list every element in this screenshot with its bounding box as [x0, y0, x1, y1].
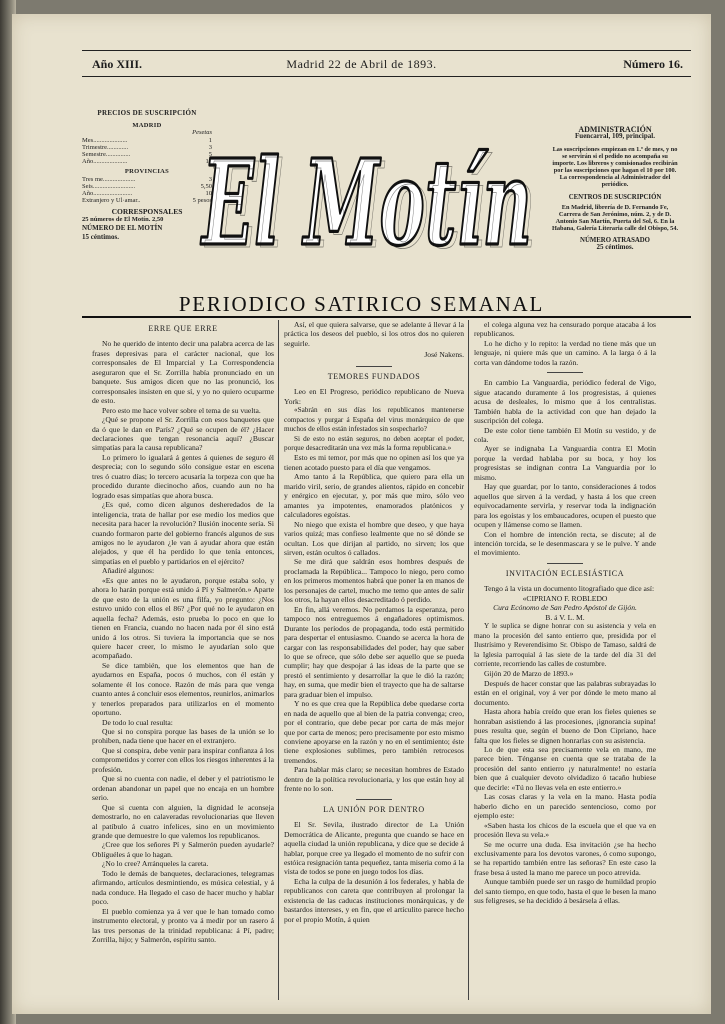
- top-rule: [82, 50, 691, 51]
- paragraph: Hay que guardar, por lo tanto, consideraciones á todos aquellos que sirven á la verdad, y hasta á los que creen equivocadamente servirla, y reservar toda la indignación para los egoístas y los embaucadores, ocupen el puesto que ocupen y llámense como se llamen.: [474, 482, 656, 530]
- paragraph: el colega alguna vez ha censurado porque atacaba á los republicanos.: [474, 320, 656, 339]
- paragraph: Lo de que esta sea precisamente vela en mano, me parece bien. Ténganse en cuenta que se trataba de la procesión del santo entierro ¡y naturalmente! no estaría bien que á cualquier devoto olvidadizo ó tacaño hubiese que decirle: «Tú no llevas vela en este entierro.»: [474, 745, 656, 792]
- masthead-rule: [82, 316, 691, 318]
- price-value: 1: [208, 136, 212, 144]
- single-number-label: NÚMERO DE EL MOTÍN: [82, 223, 163, 232]
- admin-address: Fuencarral, 109, principal.: [575, 132, 655, 140]
- paragraph: Para hablar más claro; se necesitan hombres de Estado dentro de la política revolucionaria, y los que están hoy al frente no lo son.: [284, 765, 464, 794]
- paragraph: Que si no cuenta con nadie, el deber y el patriotismo le ordenan abandonar un papel que no encaja en un hombre serio.: [92, 774, 274, 803]
- price-label: Año.....................: [82, 158, 128, 166]
- price-value: 10: [205, 190, 212, 198]
- paragraph: Echa la culpa de la desunión á los federales, y habla de republicanos con careta que contribuyen al prolongar la existencia de las caducas instituciones monárquicas, y de bastardos intereses, y en fin, que el artículito parece hecho por el propio Motín, á quien: [284, 876, 464, 924]
- subscription-heading: PRECIOS DE SUSCRIPCIÓN: [97, 109, 197, 117]
- price-row: [82, 151, 212, 158]
- paragraph: Amo tanto á la República, que quiero para ella un marido viril, serio, de grandes alientos, rápido en concebir y enérgico en ejecutar, y, por más que miro, sólo veo amantes ya impotentes, enamorados platónicos y calculadores egoístas.: [284, 472, 464, 520]
- subscription-prices: [82, 110, 212, 241]
- paragraph: No he querido de intento decir una palabra acerca de las frases depresivas para el carácter nacional, que los corresponsales de El Imparcial y La Correspondencia aseguraron que el Sr. Zorrilla había pronunciado en un banquete. Sus amigos dicen que no las pronunció, los corresponsales insisten en que sí, y yo no quiero ocuparme de esto.: [92, 339, 274, 406]
- column-2: [284, 320, 464, 924]
- back-issue-label: NÚMERO ATRASADO: [580, 237, 650, 244]
- provincias-price-list: [82, 176, 212, 205]
- paragraph: El pueblo comienza ya á ver que le han tomado como instrumento electoral, y pronto va á medir por un rasero á las tres personas de la trinidad republicana: á Pí, padre; Zorrilla, hijo; y Salmerón, espíritu santo.: [92, 906, 274, 944]
- paragraph: Y no es que crea que la República debe quedarse corta en nada de aquello que al bien de la patria convenga; creo, por el contrario, que debe pecar por carta de más mejor que por carta de menos; pero precisamente por esto mismo conviene apoyarse en la razón y no en el sentimiento; éste tiene explosiones sublimes, pero también retrocesos tremendos.: [284, 699, 464, 765]
- issue-number: Número 16.: [623, 57, 683, 71]
- paragraph: No niego que exista el hombre que deseo, y que haya varios quizá; mas confieso lealmente que no sé dónde se ocultan. Los que dirijan al partido, no sirven; los que sirven, están ocultos ó callados.: [284, 519, 464, 557]
- document-name: «CIPRIANO F. ROBLEDO: [522, 593, 608, 603]
- paragraph: El Sr. Sevila, ilustrado director de La Unión Democrática de Alicante, pregunta que cuando se hace en aquella ciudad la unión republicana, y dice que se decide á hablar, porque cree ya llegado el momento de no sufrir con estóica resignación tanta pequeñez, tanta miseria como á la vista de todos se pone en juego todos los días.: [284, 820, 464, 877]
- single-number-price: 15 céntimos.: [82, 233, 119, 242]
- price-label: Extranjero y Ul·amar..: [82, 197, 141, 205]
- price-value: 3: [208, 175, 212, 183]
- paragraph: Ayer se indignaba La Vanguardia contra El Motín porque la verdad hablaba por su boca, y hoy los progresistas se indignan contra La Vanguardia por lo mismo.: [474, 444, 656, 482]
- column-divider: [468, 320, 469, 1000]
- article-title: INVITACIÓN ECLESIÁSTICA: [505, 568, 625, 578]
- paragraph: ¿Es qué, como dicen algunos desheredados de la inteligencia, trata de hallar por ese medio los medios que necesita para hacer la revolución? Ilusión inocente sería. Si cuando formaron parte del gobierno francés algunos de sus amigos no le ayudaron ¿le van á ayudar ahora que están alejados, y que él ha perdido lo que tenía entonces, simpatías en el pueblo y partidarios en el ejército?: [92, 500, 274, 566]
- paragraph: Leo en El Progreso, periódico republicano de Nueva York:: [284, 387, 464, 406]
- price-row: [82, 158, 212, 165]
- paragraph: Después de hacer constar que las palabras subrayadas lo están en el original, voy á ver por dónde le meto mano al documento.: [474, 678, 656, 707]
- admin-heading: ADMINISTRACIÓN: [578, 125, 652, 134]
- quote-paragraph: Y le suplica se digne honrar con su asistencia y vela en mano la procesión del santo entierro que, presidida por el Ilustrísimo y Reverendísimo Sr. Obispo de Tamaso, saldrá de la Iglesia parroquial á las siete de la tarde del día 31 del corriente, recorriendo las calles de costumbre.: [474, 622, 656, 668]
- paragraph: Se me ocurre una duda. Esa invitación ¿se ha hecho exclusivamente para los devotos varones, ó como supongo, se ha repartido también entre las señoras? En este caso la frase besa á usted la mano me parece un poco atrevida.: [474, 839, 656, 877]
- masthead-title: El Motín: [200, 133, 532, 272]
- paragraph: Aunque también puede ser un rasgo de humildad propio del santo tiempo, en que todo, hasta el que le besen la mano sus feligreses, se ha decidido á besársela á ellas.: [474, 877, 656, 906]
- separator: [356, 366, 392, 367]
- back-issue-price: 25 céntimos.: [596, 243, 634, 251]
- paragraph: En cambio La Vanguardia, periódico federal de Vigo, sigue atacando duramente á los progresistas, á quienes acusa de desleales, lo mismo que á los centralistas. También habla de la actividad con que han dejado la suscripción del colega.: [474, 378, 656, 426]
- price-label: Trimestre.............: [82, 143, 129, 151]
- price-row: [82, 190, 212, 197]
- paragraph: Esto es mi temor, por más que no opinen así los que ya tienen acotado puesto para el día que vengamos.: [284, 453, 464, 472]
- price-label: Semestre...............: [82, 151, 131, 159]
- paragraph: Se me dirá que saldrán esos hombres después de proclamada la República... Tampoco lo niego, pero como en los primeros momentos habrá que poner la en manos de los personajes de cartel, mucho me temo que antes de salir los otros, la hayan ellos desacreditado ó perdido.: [284, 557, 464, 605]
- correspondents-line: 25 números de El Motín. 2,50: [82, 215, 164, 223]
- paragraph: En fin, allá veremos. No perdamos la esperanza, pero tampoco nos entreguemos á engañadores optimismos. Durante los períodos de propaganda, todo está permitido para despertar el entusiasmo. Cuando se acerca la hora de cargar con las responsabilidades del poder, hay que saber lo que se ofrece, que sólo debe ser aquello que se pueda cumplir; hay que despojar á las ideas de la parte que se prestó el sentimiento y desarrollar la que le dió la razón; hay, en suma, que medir bien el trayecto que ha de saltarse para graduar bien el impulso.: [284, 604, 464, 699]
- header-rule: [82, 76, 691, 77]
- price-label: Año........................: [82, 190, 133, 198]
- pesetas-label: Pesetas: [192, 129, 212, 137]
- paragraph: Con el hombre de intención recta, se discute; al de intención torcida, se le desenmascara y se le pulve. Y ande el movimiento.: [474, 529, 656, 558]
- paragraph: ¿Cree que los señores Pí y Salmerón pueden ayudarle? Oblíguéles á que lo hagan.: [92, 840, 274, 859]
- price-label: Mes.....................: [82, 136, 128, 144]
- masthead-logo: [197, 106, 537, 284]
- provincias-label: PROVINCIAS: [124, 168, 170, 176]
- paragraph: ¿Qué se propone el Sr. Zorrilla con esos banquetes que da ó que le dan en París? ¿Qué se ocupen de él? ¿Hacer declaraciones que tengan resonancia aquí? ¿Buscar simpatías para la causa republicana?: [92, 415, 274, 453]
- price-row: [82, 183, 212, 190]
- quote-paragraph: «Sabrán en sus días los republicanos mantenerse compactos y purgar á España del virus monárquico de que muchos de ellos están infestados sin sospecharlo?: [284, 406, 464, 434]
- issue-year: Año XIII.: [92, 57, 143, 71]
- paragraph: Se dice también, que los elementos que han de ayudarnos en España, pocos ó muchos, con él están y solamente él los conoce. Razón de más para que venga cuanto antes á concluir esos elementos, reunirlos, animarlos y tenerlos preparados para utilizarlos en el momento oportuno.: [92, 660, 274, 718]
- paragraph: Todo le demás de banquetes, declaraciones, telegramas afirmando, artículos desmintiendo, es música celestial, y á nada conduce. Ha llegado el caso de hacer mucho y hablar poco.: [92, 868, 274, 907]
- madrid-label: MADRID: [132, 122, 162, 130]
- price-row: [82, 144, 212, 151]
- paragraph: Así, el que quiera salvarse, que se adelante á llevar á la práctica los deseos del pueblo, si los otros dos no quieren seguirle.: [284, 320, 464, 348]
- price-label: Seis..........................: [82, 182, 136, 190]
- price-label: Tres me....................: [82, 175, 136, 183]
- paragraph: Las cosas claras y la vela en la mano. Hasta podía haberlo dicho en un parecido sentencioso, como por ejemplo este:: [474, 792, 656, 821]
- price-value: 5: [208, 151, 212, 159]
- article-title: ERRE QUE ERRE: [148, 324, 218, 333]
- paragraph: Que si cuenta con alguien, la dignidad le aconseja demostrarlo, no en calaveradas revolucionarias que lleven al patíbulo á cuatro infelices, sino en un movimiento grande que demuestre lo que valemos los republicanos.: [92, 802, 274, 841]
- paragraph: Pero esto me hace volver sobre el tema de su vuelta.: [102, 405, 261, 415]
- paragraph: De todo lo cual resulta:: [102, 717, 173, 727]
- column-1: [92, 320, 274, 944]
- admin-notes: Las suscripciones empiezan en 1.º de mes, y no se servirán si el pedido no acompaña su importe. Los libreros y comisionados recibirán por las suscripciones que hagan el 10 por 100. La correspondencia al Administrador del periódico.: [552, 146, 678, 188]
- price-value: 10: [205, 158, 212, 166]
- price-row: [82, 176, 212, 183]
- paragraph: Lo he dicho y lo repito: la verdad no tiene más que un lenguaje, ni quiere más que un camino. A la larga ó á la corta van dándome todos la razón.: [474, 338, 656, 367]
- paragraph: Lo primero lo igualará á gentes á quienes de seguro él desprecia; con lo segundo sólo consigue estar en escena tres ó cuatro días; lo tercero acusaría la torpeza con que ha procedido durante diecinocho años, cuando aun no ha logrado esas simpatías que ahora busca.: [92, 452, 274, 500]
- price-row: [82, 137, 212, 144]
- paragraph: Añadiré algunos:: [102, 566, 155, 576]
- paragraph: Que si conspira, debe venir para inspirar confianza á los comprometidos y correr con ellos los riesgos inherentes á la profesión.: [92, 745, 274, 774]
- dateline: Madrid 22 de Abril de 1893.: [286, 57, 437, 71]
- document-salutation: B. á V. L. M.: [545, 612, 585, 622]
- column-divider: [278, 320, 279, 1000]
- signature: José Nakens.: [424, 350, 464, 360]
- masthead-subtitle: PERIODICO SATIRICO SEMANAL: [178, 292, 545, 316]
- paragraph: «Es que antes no le ayudaron, porque estaba solo, y ahora lo harán porque está unido á Pí y Salmerón.» Aparte de que esto de la unión es una filfa, yo pregunto: ¿Nos estuvo unido con ellos el 86? ¿Por qué no le ayudaron en aquella fecha? Además, esto prueba lo poco en que lo tienen en Francia, cuando no hacen nada por él sino está unido á los otros. Si tuviera la importancia que se nos quiere hacer creer, lo mismo le ayudarían solo que acompañado.: [92, 575, 274, 661]
- price-value: 3: [208, 143, 212, 151]
- price-row: [82, 197, 212, 204]
- document-title: Cura Ecónomo de San Pedro Apóstol de Gijón.: [493, 603, 637, 613]
- quote-paragraph: Si de esto no están seguros, no deben aceptar el poder, porque desacreditarán una vez más la forma republicana.»: [284, 434, 464, 452]
- paragraph: ¿No lo cree? Arránqueles la careta.: [102, 859, 209, 869]
- column-3: [474, 320, 656, 906]
- paragraph: «Saben hasta los chicos de la escuela que el que va en procesión lleva su vela.»: [474, 820, 656, 840]
- article-title: LA UNIÓN POR DENTRO: [323, 804, 425, 814]
- correspondents-heading: CORRESPONSALES: [111, 207, 183, 217]
- administration-block: [551, 126, 679, 251]
- madrid-price-list: [82, 137, 212, 166]
- separator: [356, 799, 392, 800]
- masthead-title-inner: El Motín: [204, 136, 536, 275]
- separator: [547, 563, 583, 564]
- centros-heading: CENTROS DE SUSCRIPCIÓN: [568, 194, 662, 201]
- price-value: 5,50: [200, 182, 212, 190]
- quote-paragraph: Gijón 20 de Marzo de 1893.»: [484, 669, 574, 679]
- paragraph: Que si no conspira porque las bases de la unión se lo prohiben, nada tiene que hacer en el extranjero.: [92, 727, 274, 746]
- paragraph: De este color tiene también El Motín su vestido, y de cola.: [474, 425, 656, 444]
- separator: [547, 372, 583, 373]
- paragraph: Hasta ahora había creído que eran los fieles quienes se honraban asistiendo á las procesiones, ¡ignorancia supina! pues resulta que, según el bueno de Don Cipriano, hace falta que los fieles se dignen honrarlas con su asistencia.: [474, 707, 656, 745]
- paragraph: Tengo á la vista un documento litografiado que dice así:: [484, 584, 655, 594]
- price-value: 5 pesos: [192, 197, 212, 205]
- article-title: TEMORES FUNDADOS: [327, 371, 421, 381]
- newspaper-page: [12, 14, 711, 1014]
- centros-text: En Madrid, librería de D. Fernando Fe, Carrera de San Jerónimo, núm. 2, y de D. Antonio San Martín, Puerta del Sol, 6. En la Habana, Galería Literaria calle del Obispo, 54.: [551, 204, 679, 232]
